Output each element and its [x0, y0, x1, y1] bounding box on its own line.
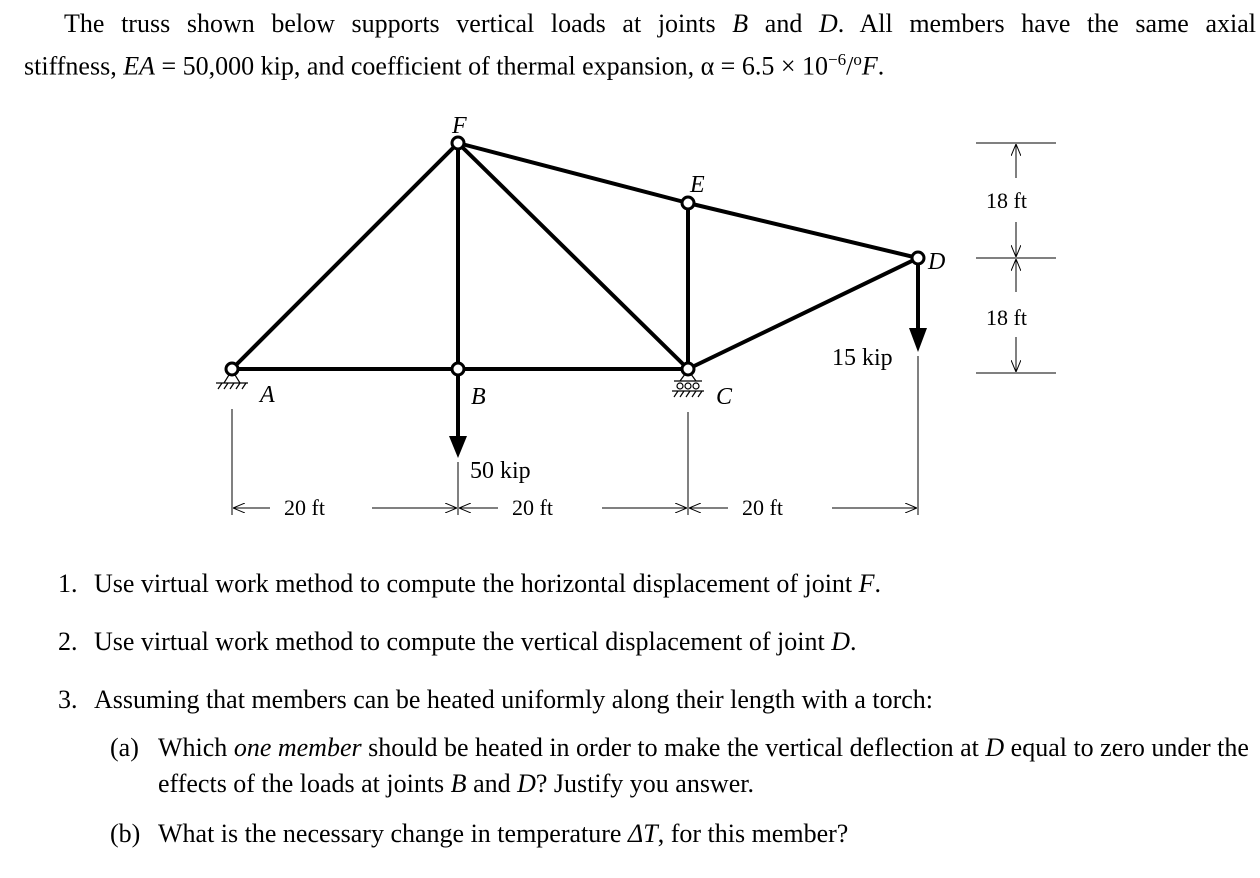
dim-label-CD: 20 ft [742, 495, 783, 520]
subquestion-number: (a) [110, 733, 139, 762]
intro-line-2: stiffness, EA = 50,000 kip, and coefficient of thermal expansion, $\alpha = 6.5 \times 10^{-6}/^oF$. [24, 50, 885, 81]
load-label-D: 15 kip [832, 345, 893, 371]
joint-B [452, 363, 464, 375]
load-label-B: 50 kip [470, 458, 531, 484]
member-AF [232, 143, 458, 369]
dim-label-AB: 20 ft [284, 495, 325, 520]
joint-A [226, 363, 238, 375]
dim-label-CD-height: 18 ft [986, 305, 1027, 330]
joint-label-F: F [452, 113, 467, 139]
truss-members [232, 143, 918, 369]
question-1: 1. Use virtual work method to compute the horizontal displacement of joint F. [58, 569, 882, 598]
subquestion-3b: (b) What is the necessary change in temperature ΔT, for this member? [110, 816, 1254, 852]
question-number: 1. [58, 569, 78, 598]
question-3: 3. Assuming that members can be heated uniformly along their length with a torch: (a) Which one member should be heated in order to make the vertical deflection at D equal to zero under the effects of the loads at joints B and D? Justify you answer. (b) What is the necessary change in temperature ΔT, for this member? [58, 684, 1254, 852]
extension-lines [232, 143, 1056, 515]
load-arrow-B [449, 376, 467, 458]
member-CF [458, 143, 688, 369]
member-EF [458, 143, 688, 203]
joint-D [912, 252, 924, 264]
joint-label-E: E [690, 172, 705, 198]
joint-label-C: C [716, 384, 733, 410]
joint-label-D: D [928, 249, 946, 275]
dim-label-BC: 20 ft [512, 495, 553, 520]
joint-label-B: B [471, 384, 486, 410]
question-number: 2. [58, 627, 78, 656]
question-list [58, 568, 1254, 878]
question-number: 3. [58, 685, 78, 714]
member-DE [688, 203, 918, 258]
dim-label-DF-height: 18 ft [986, 188, 1027, 213]
joint-E [682, 197, 694, 209]
intro-line-1: The truss shown below supports vertical loads at joints B and D. All members have the same axial [64, 9, 1257, 38]
joint-label-A: A [260, 382, 275, 408]
load-arrow-D [909, 265, 927, 352]
subquestion-number: (b) [110, 819, 141, 848]
subquestion-list [94, 730, 1254, 852]
question-2: 2. Use virtual work method to compute the vertical displacement of joint D. [58, 627, 857, 656]
subquestion-3a: (a) Which one member should be heated in order to make the vertical deflection at D equal to zero under the effects of the loads at joints B and D? Justify you answer. [110, 730, 1254, 802]
joint-C [682, 363, 694, 375]
